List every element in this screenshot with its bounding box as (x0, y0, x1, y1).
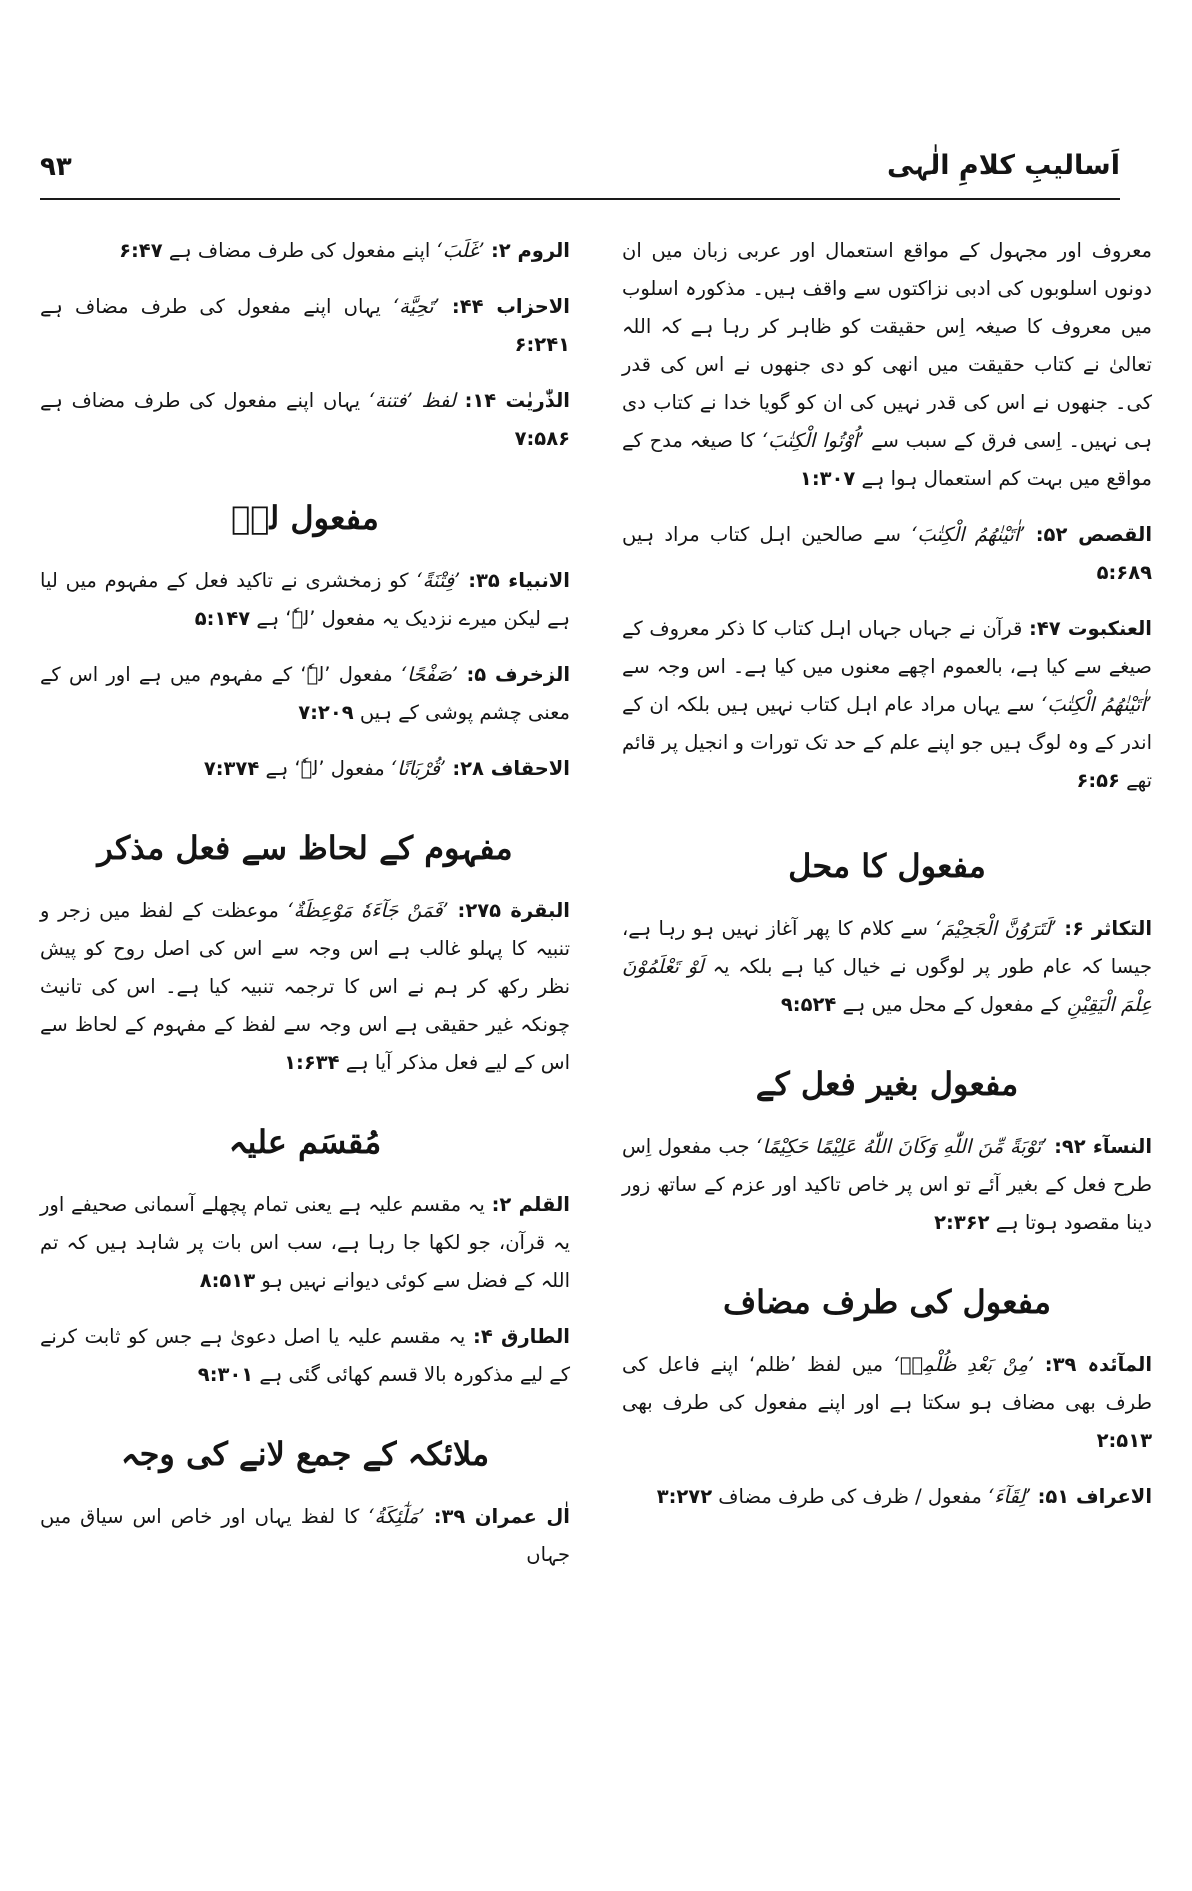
tariq-ref: الطارق ۴: (473, 1325, 570, 1348)
zukhruf-citation: ۷:۲۰۹ (298, 701, 354, 724)
araf-text: مفعول / ظرف کی طرف مضاف (718, 1485, 989, 1508)
ahqaf-text: مفعول ’لہٗ‘ ہے (265, 757, 391, 780)
imran-quote: ’مَلٰٓئِكَةُ‘ (368, 1505, 425, 1528)
baqarah-ref: البقرة ۲۷۵: (457, 899, 570, 922)
book-title: اَسالیبِ کلامِ الٰہی (886, 150, 1120, 181)
takathur-quote-2: لَوْ تَعْلَمُوْنَ عِلْمَ الْيَقِيْنِ (622, 955, 1152, 1016)
ahzab-paragraph (40, 288, 570, 364)
araf-ref: الاعراف ۵۱: (1037, 1485, 1152, 1508)
ankabut-paragraph (622, 610, 1152, 800)
maidah-paragraph (622, 1346, 1152, 1460)
takathur-tail: کے مفعول کے محل میں ہے (842, 993, 1067, 1016)
right-column (622, 232, 1152, 1852)
tariq-text: یہ مقسم علیہ یا اصل دعویٰ ہے جس کو ثابت کرنے کے لیے مذکورہ بالا قسم کھائی گئی ہے (40, 1325, 570, 1386)
page-number: ۹۳ (40, 152, 72, 182)
ankabut-ref: العنکبوت ۴۷: (1029, 617, 1152, 640)
araf-paragraph (622, 1478, 1152, 1516)
anbiya-paragraph (40, 562, 570, 638)
qasas-ref: القصص ۵۲: (1035, 523, 1152, 546)
ahqaf-paragraph (40, 750, 570, 788)
zukhruf-ref: الزخرف ۵: (466, 663, 570, 686)
intro-text: معروف اور مجہول کے مواقع استعمال اور عربی زبان میں ان دونوں اسلوبوں کی ادبی نزاکتوں سے واقف ہیں۔ مذکورہ اسلوب میں معروف کا صیغہ اِس حقیقت کو ظاہر کر رہا ہے کہ اللہ تعالیٰ نے کتاب حقیقت میں انھی کو دی جنھوں نے اس کی قدر کی۔ جنھوں نے اس کی قدر نہیں کی ان کو گویا خدا نے کتاب دی ہی نہیں۔ اِسی فرق کے سبب سے (622, 239, 1152, 452)
takathur-text: سے کلام کا پھر آغاز نہیں ہو رہا ہے، جیسا کہ عام طور پر لوگوں نے خیال کیا ہے بلکہ یہ (622, 917, 1152, 978)
ahqaf-quote: ’قُرْبَانًا‘ (390, 757, 447, 780)
araf-quote: ’لِقَآءَ‘ (988, 1485, 1032, 1508)
zukhruf-quote: ’صَفْحًا‘ (400, 663, 459, 686)
heading-bighair: مفعول بغیر فعل کے (755, 1065, 1019, 1103)
baqarah-quote: ’فَمَنْ جَآءَهٗ مَوْعِظَةٌ‘ (287, 899, 449, 922)
ankabut-tail: سے یہاں مراد عام اہل کتاب نہیں ہیں بلکہ ان کے اندر کے وہ لوگ ہیں جو اپنے علم کے حد تک تورات و انجیل پر قائم تھے (622, 693, 1152, 792)
qasas-quote: ’اٰتَيْنٰهُمُ الْكِتٰبَ‘ (911, 523, 1026, 546)
rum-text: اپنے مفعول کی طرف مضاف ہے (168, 239, 437, 262)
ahqaf-citation: ۷:۳۷۴ (203, 757, 260, 780)
ahqaf-ref: الاحقاف ۲۸: (452, 757, 570, 780)
qasas-paragraph (622, 516, 1152, 592)
heading-mahal: مفعول کا محل (788, 847, 986, 885)
anbiya-text: کو زمخشری نے تاکید فعل کے مفہوم میں لیا ہے لیکن میرے نزدیک یہ مفعول ’لہٗ‘ ہے (40, 569, 570, 630)
tariq-paragraph (40, 1318, 570, 1394)
ankabut-quote: ’اٰتَيْنٰهُمُ الْكِتٰبَ‘ (1041, 693, 1153, 716)
intro-quote: ’اُوْتُوا الْكِتٰبَ‘ (761, 429, 865, 452)
imran-text: کا لفظ یہاں اور خاص اس سیاق میں جہاں (40, 1505, 570, 1566)
dhariyat-citation: ۷:۵۸۶ (514, 427, 570, 450)
nisa-text: جب مفعول اِس طرح فعل کے بغیر آئے تو اس پر خاص تاکید اور عزم کے ساتھ زور دینا مقصود ہوتا ہے (622, 1135, 1152, 1234)
anbiya-citation: ۵:۱۴۷ (194, 607, 251, 630)
dhariyat-text: یہاں اپنے مفعول کی طرف مضاف ہے (40, 389, 369, 412)
qalam-paragraph (40, 1186, 570, 1300)
heading-lahu: مفعول لہٗ (231, 499, 379, 537)
maidah-citation: ۲:۵۱۳ (1096, 1429, 1152, 1452)
takathur-citation: ۹:۵۲۴ (780, 993, 837, 1016)
maidah-ref: المآئدہ ۳۹: (1044, 1353, 1153, 1376)
takathur-ref: التکاثر ۶: (1064, 917, 1152, 940)
header-rule (40, 198, 1120, 200)
nisa-ref: النسآء ۹۲: (1054, 1135, 1153, 1158)
zukhruf-text: مفعول ’لہٗ‘ کے مفہوم میں ہے اور اس کے معنی چشم پوشی کے ہیں (40, 663, 570, 724)
ankabut-text: قرآن نے جہاں جہاں اہل کتاب کا ذکر معروف کے صیغے سے کیا ہے، بالعموم اچھے معنوں میں کیا ہے۔ اس وجہ سے (622, 617, 1152, 678)
maidah-text: میں لفظ ’ظلم‘ اپنے فاعل کی طرف بھی مضاف ہو سکتا ہے اور اپنے مفعول کی طرف بھی (622, 1353, 1152, 1414)
zukhruf-paragraph (40, 656, 570, 732)
intro-citation: ۱:۳۰۷ (799, 467, 856, 490)
dhariyat-ref: الذّٰریٰت ۱۴: (464, 389, 570, 412)
anbiya-ref: الانبیاء ۳۵: (468, 569, 570, 592)
ahzab-citation: ۶:۲۴۱ (514, 333, 570, 356)
qasas-text: سے صالحین اہل کتاب مراد ہیں (622, 523, 912, 546)
dhariyat-quote: لفظ ’فتنة‘ (368, 389, 456, 412)
takathur-paragraph (622, 910, 1152, 1024)
nisa-quote: ’تَوْبَةً مِّنَ اللّٰهِ وَكَانَ اللّٰهُ عَلِيْمًا حَكِيْمًا‘ (756, 1135, 1048, 1158)
takathur-quote: ’لَتَرَوُنَّ الْجَحِيْمَ‘ (935, 917, 1057, 940)
baqarah-paragraph (40, 892, 570, 1082)
left-column (40, 232, 570, 1852)
heading-muqsam: مُقسَم علیہ (228, 1123, 382, 1161)
ahzab-text: یہاں اپنے مفعول کی طرف مضاف ہے (40, 295, 393, 318)
ahzab-quote: ’تَحِيَّة‘ (392, 295, 440, 318)
tariq-citation: ۹:۳۰۱ (197, 1363, 254, 1386)
heading-malaika: ملائکہ کے جمع لانے کی وجہ (120, 1435, 490, 1473)
qalam-ref: القلم ۲: (491, 1193, 570, 1216)
imran-ref: اٰل عمران ۳۹: (433, 1505, 570, 1528)
baqarah-text: موعظت کے لفظ میں زجر و تنبیہ کا پہلو غالب ہے اس وجہ سے اس کی اصل روح کو پیش نظر رکھ کر ہم نے اس کا ترجمہ تنبیہ کیا ہے۔ اس کی تانیث چونکہ غیر حقیقی ہے اس وجہ سے لفظ کے مفہوم کے لحاظ سے اس کے لیے فعل مذکر آیا ہے (40, 899, 570, 1074)
qalam-text: یہ مقسم علیہ ہے یعنی تمام پچھلے آسمانی صحیفے اور یہ قرآن، جو لکھا جا رہا ہے، سب اس بات پر شاہد ہیں کہ تم اللہ کے فضل سے کوئی دیوانے نہیں ہو (40, 1193, 570, 1292)
maidah-quote: ’مِنْ بَعْدِ ظُلْمِهٖ‘ (893, 1353, 1035, 1376)
heading-mudhakkar: مفہوم کے لحاظ سے فعل مذکر (97, 829, 513, 867)
nisa-citation: ۲:۳۶۲ (934, 1211, 990, 1234)
ahzab-ref: الاحزاب ۴۴: (451, 295, 570, 318)
intro-tail: کا صیغہ مدح کے مواقع میں بہت کم استعمال ہوا ہے (622, 429, 1152, 490)
araf-citation: ۳:۲۷۲ (656, 1485, 713, 1508)
ankabut-citation: ۶:۵۶ (1076, 769, 1120, 792)
intro-paragraph (622, 232, 1152, 498)
heading-mudaf: مفعول کی طرف مضاف (723, 1283, 1051, 1321)
baqarah-citation: ۱:۶۳۴ (284, 1051, 340, 1074)
qalam-citation: ۸:۵۱۳ (199, 1269, 256, 1292)
nisa-paragraph (622, 1128, 1152, 1242)
rum-paragraph (40, 232, 570, 270)
anbiya-quote: ’فِتْنَةً‘ (416, 569, 461, 592)
qasas-citation: ۵:۶۸۹ (1096, 561, 1152, 584)
dhariyat-paragraph (40, 382, 570, 458)
page-header (40, 150, 1120, 190)
rum-ref: الروم ۲: (490, 239, 570, 262)
rum-citation: ۶:۴۷ (119, 239, 163, 262)
rum-quote: ’غَلَبَ‘ (436, 239, 485, 262)
imran-paragraph (40, 1498, 570, 1574)
